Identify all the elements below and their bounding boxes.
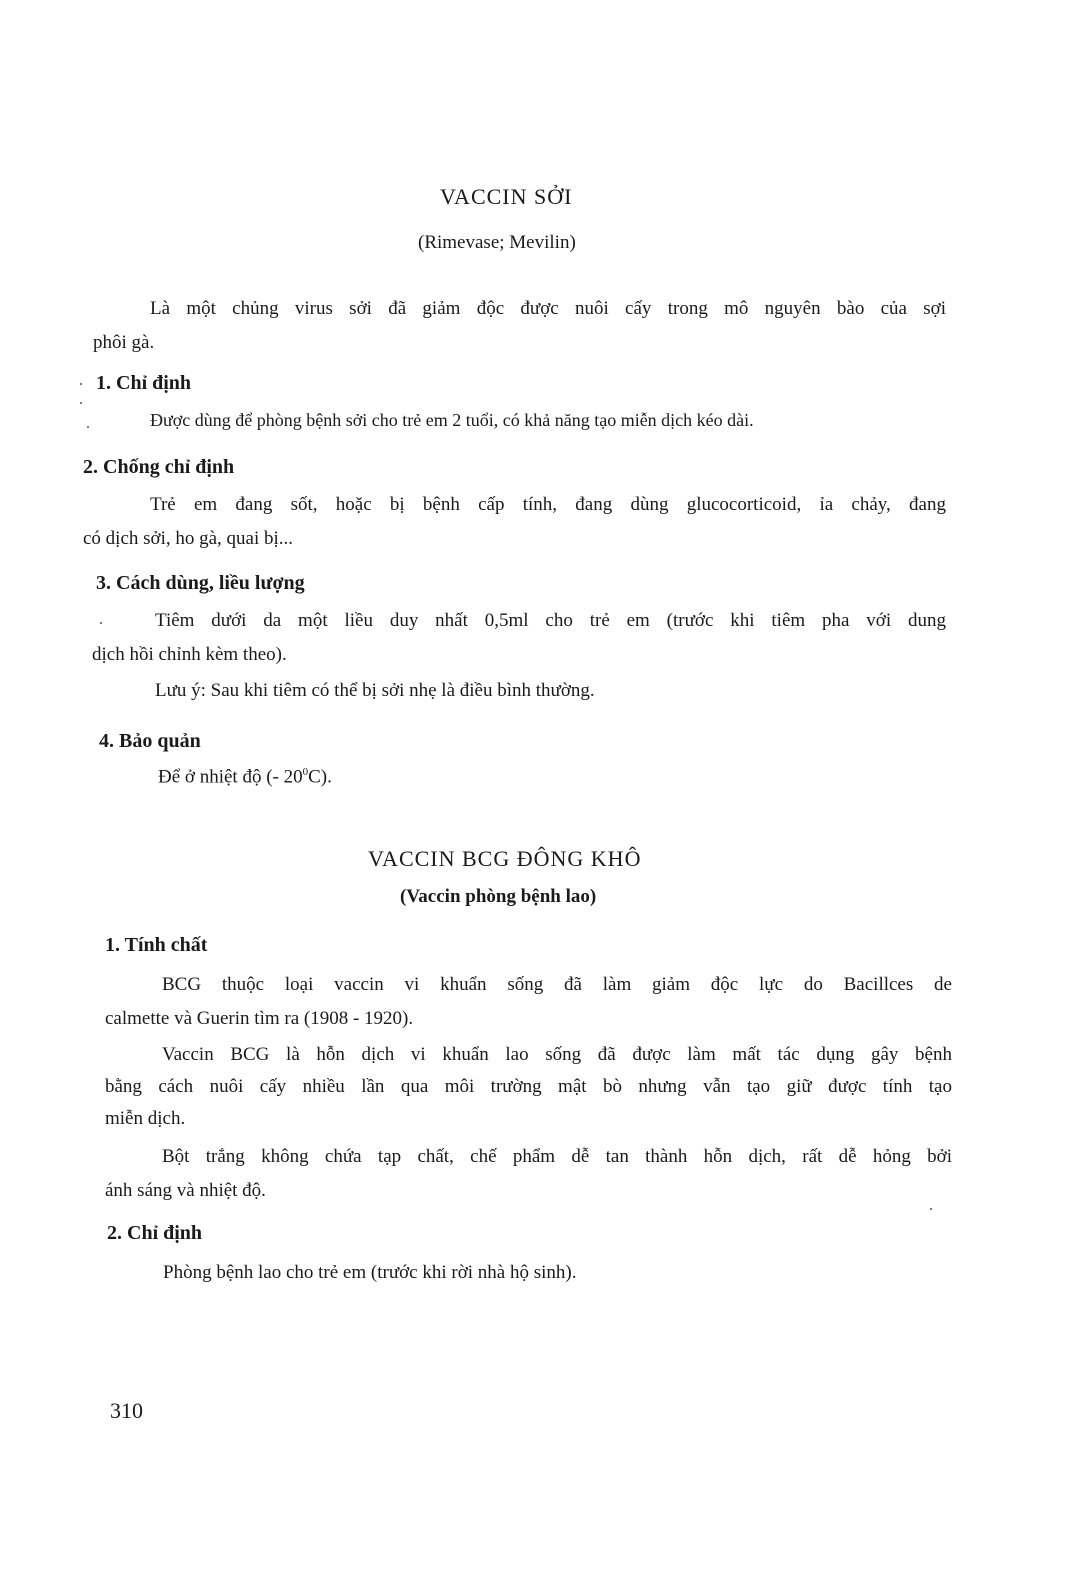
section-title-measles: VACCIN SỞI [440,184,573,209]
scan-speck [87,426,89,428]
dosage-line-2: dịch hồi chỉnh kèm theo). [92,644,287,665]
paragraph-indication: Được dùng để phòng bệnh sởi cho trẻ em 2 tuổi, có khả năng tạo miễn dịch kéo dài. [150,410,754,430]
scan-speck [80,402,82,404]
scan-speck [80,383,82,385]
intro-line-2: phôi gà. [93,332,155,353]
scan-speck [100,622,102,624]
dosage-note: Lưu ý: Sau khi tiêm có thể bị sởi nhẹ là điều bình thường. [155,680,595,701]
contraindication-line-1: Trẻ em đang sốt, hoặc bị bệnh cấp tính, đang dùng glucocorticoid, ỉa chảy, đang [150,494,946,515]
heading-properties: 1. Tính chất [105,934,208,956]
heading-dosage: 3. Cách dùng, liều lượng [96,572,305,594]
dosage-line-1: Tiêm dưới da một liều duy nhất 0,5ml cho trẻ em (trước khi tiêm pha với dung [155,610,946,631]
heading-contraindication: 2. Chống chỉ định [83,456,235,478]
heading-indication: 1. Chỉ định [96,372,192,394]
storage-degree: 0 [302,766,309,778]
storage-unit: C). [308,766,332,788]
bcg-powder-line-2: ánh sáng và nhiệt độ. [105,1180,266,1201]
page-number: 310 [110,1398,143,1423]
bcg-desc-line-2: bằng cách nuôi cấy nhiều lần qua môi trường mật bò nhưng vẫn tạo giữ được tính tạo [105,1076,952,1097]
section-subtitle-measles: (Rimevase; Mevilin) [418,232,576,253]
bcg-desc-line-3: miễn dịch. [105,1108,186,1129]
paragraph-bcg-indication: Phòng bệnh lao cho trẻ em (trước khi rời nhà hộ sinh). [163,1262,577,1283]
section-title-bcg: VACCIN BCG ĐÔNG KHÔ [368,846,642,871]
intro-line-1: Là một chủng virus sởi đã giảm độc được nuôi cấy trong mô nguyên bào của sợi [150,298,946,319]
scan-speck [930,1208,932,1210]
heading-bcg-indication: 2. Chỉ định [107,1222,203,1244]
bcg-desc-line-1: Vaccin BCG là hỗn dịch vi khuẩn lao sống đã được làm mất tác dụng gây bệnh [162,1044,952,1065]
contraindication-line-2: có dịch sởi, ho gà, quai bị... [83,528,294,549]
heading-storage: 4. Bảo quản [99,730,201,752]
properties-line-1: BCG thuộc loại vaccin vi khuẩn sống đã làm giảm độc lực do Bacillces de [162,974,952,995]
storage-text: Để ở nhiệt độ (- 20 [158,766,303,788]
paragraph-storage [158,766,332,788]
section-subtitle-bcg: (Vaccin phòng bệnh lao) [400,886,597,907]
properties-line-2: calmette và Guerin tìm ra (1908 - 1920). [105,1008,414,1029]
bcg-powder-line-1: Bột trắng không chứa tạp chất, chế phẩm dễ tan thành hỗn dịch, rất dễ hỏng bởi [162,1146,952,1167]
